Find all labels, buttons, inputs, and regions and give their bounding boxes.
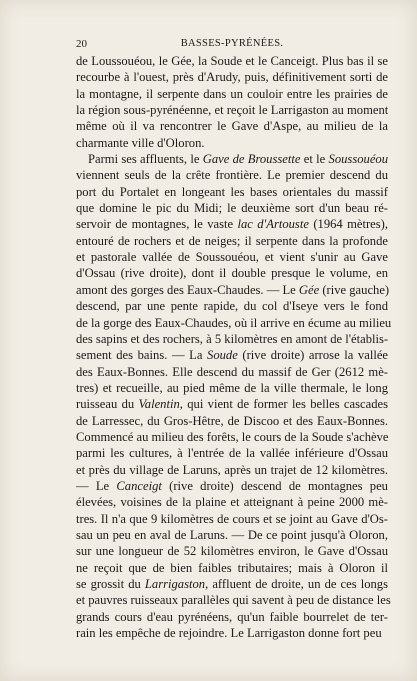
text-line: viennent seuls de la crête frontière. Le premier descend du [76, 168, 388, 183]
text-line: rain les empêche de rejoindre. Le Larrigaston donne fort peu [76, 626, 382, 641]
text-line: ruisseau du Valentin, qui vient de former les belles cascades [76, 397, 388, 412]
text-line: tres) et recueille, au pied même de la ville thermale, le long [76, 380, 388, 395]
text-line: des sapins et des rochers, à 5 kilomètres en amont de l'établis- [76, 331, 389, 346]
text-line: Parmi ses affluents, le Gave de Broussette et le Soussouéou [88, 152, 389, 167]
text-line: entouré de rochers et de neiges; il serpente dans la profonde [76, 233, 388, 248]
text-line: d'Ossau (rive droite), dont il double presque le volume, en [76, 266, 388, 281]
text-line: recourbe à l'ouest, près d'Arudy, puis, définitivement sorti de [76, 70, 388, 85]
text-line: amont des gorges des Eaux-Chaudes. — Le Gée (rive gauche) [76, 282, 390, 297]
text-line: tres. Il n'a que 9 kilomètres de cours et se joint au Gave d'Os- [76, 511, 388, 526]
text-line: port du Portalet en longeant les bases orientales du massif [76, 184, 388, 199]
page-number: 20 [76, 38, 87, 50]
text-line: descend, par une pente rapide, du col d'Iseye vers le fond [76, 299, 388, 314]
text-line: élevées, voisines de la plaine et atteignant à peine 2000 mè- [76, 495, 388, 510]
text-line: charmante ville d'Oloron. [76, 135, 205, 150]
text-line: même où il va rencontrer le Gave d'Aspe, au milieu de la [76, 119, 388, 134]
text-line: grands cours d'eau pyrénéens, qu'un faible bourrelet de ter- [76, 609, 388, 624]
text-line: Commencé au milieu des forêts, le cours de la Soude s'achève [76, 429, 389, 444]
text-line: sement des bains. — La Soude (rive droite) arrose la vallée [76, 348, 388, 363]
text-line: la région sous-pyrénéenne, et reçoit le Larrigaston au moment [76, 103, 389, 118]
text-line: de Loussouéou, le Gée, la Soude et le Canceigt. Plus bas il se [76, 54, 388, 68]
text-line: des Eaux-Bonnes. Elle descend du massif de Ger (2612 mè- [76, 364, 388, 379]
page-header [76, 37, 388, 51]
text-line: de la gorge des Eaux-Chaudes, où il arrive en écume au milieu [76, 315, 392, 330]
text-line: sur une longueur de 52 kilomètres environ, le Gave d'Ossau [76, 544, 388, 559]
text-line: que domine le pic du Midi; le deuxième sort d'un beau ré- [76, 201, 388, 216]
text-line: et près du village de Laruns, après un trajet de 12 kilomètres. [76, 462, 388, 477]
text-line: — Le Canceigt (rive droite) descend de montagnes peu [76, 478, 388, 493]
text-line: se grossit du Larrigaston, affluent de droite, un de ces longs [76, 577, 388, 591]
text-line: servoir de montagnes, le vaste lac d'Artouste (1964 mètres), [76, 217, 389, 232]
running-title: BASSES-PYRÉNÉES. [180, 38, 284, 49]
text-line: parmi les cultures, à l'entrée de la vallée inférieure d'Ossau [76, 446, 388, 461]
text-line: et pauvres ruisseaux parallèles qui savent à peu de distance les [76, 593, 391, 608]
text-line: sau un peu en aval de Laruns. — De ce point jusqu'à Oloron, [76, 527, 388, 542]
text-line: et pastorale vallée de Soussouéou, et vient s'unir au Gave [76, 250, 388, 265]
text-line: ne reçoit que de bien faibles tributaires; mais à Oloron il [76, 560, 388, 575]
text-line: la montagne, il serpente dans un couloir entre les prairies de [76, 86, 388, 101]
text-line: de Larressec, du Gros-Hêtre, de Discoo et des Eaux-Bonnes. [76, 413, 388, 428]
body-text [76, 53, 392, 641]
